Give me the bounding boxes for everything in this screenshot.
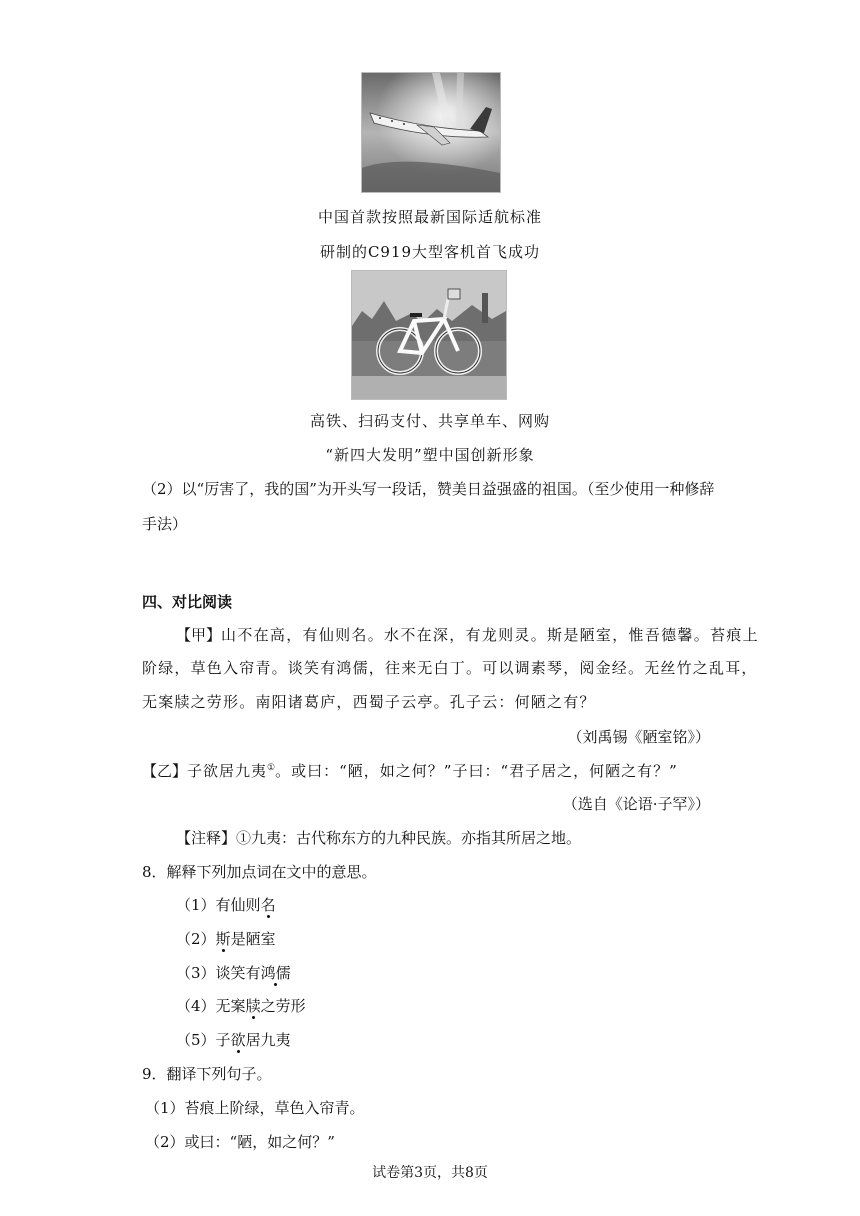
yi-label: 【乙】 — [142, 762, 188, 780]
yi-text-b: 。或曰：“陋，如之何？”子曰：“君子居之，何陋之有？” — [275, 762, 678, 780]
yi-paragraph — [142, 760, 678, 781]
q8-item-number: （3） — [176, 964, 216, 982]
plane-caption-line2: 研制的C919大型客机首飞成功 — [319, 243, 541, 261]
q8-item-text: 子 — [215, 1031, 231, 1049]
q8-item-3 — [176, 962, 291, 983]
q8-item-number: （2） — [176, 930, 216, 948]
footnote-marker: ① — [267, 763, 276, 773]
dotted-word: 斯 — [215, 930, 231, 948]
question-9-stem: 9．翻译下列句子。 — [142, 1065, 272, 1083]
q8-item-1 — [176, 894, 276, 915]
c919-airplane-image — [361, 72, 501, 193]
jia-source: （刘禹锡《陋室铭》） — [567, 728, 710, 746]
section-heading: 四、对比阅读 — [142, 593, 233, 611]
annotation-note: 【注释】①九夷：古代称东方的九种民族。亦指其所居之地。 — [176, 829, 582, 847]
q9-sentence-2: （2）或曰：“陋，如之何？” — [145, 1133, 335, 1151]
q8-item-number: （5） — [176, 1031, 216, 1049]
plane-caption-line1: 中国首款按照最新国际适航标准 — [317, 208, 542, 226]
q8-item-text: 有仙则 — [215, 896, 261, 914]
q8-item-number: （1） — [176, 896, 216, 914]
yi-text-a: 子欲居九夷 — [187, 762, 268, 780]
q8-item-text: 居九夷 — [245, 1031, 291, 1049]
q8-item-text: 无案 — [215, 997, 246, 1015]
dotted-word: 欲 — [230, 1031, 246, 1049]
question-7-2-line2: 手法） — [142, 515, 188, 533]
dotted-word: 名 — [260, 896, 276, 914]
q9-sentence-1: （1）苔痕上阶绿，草色入帘青。 — [145, 1099, 365, 1117]
jia-paragraph-line2: 阶绿，草色入帘青。谈笑有鸿儒，往来无白丁。可以调素琴，阅金经。无丝竹之乱耳， — [142, 659, 758, 677]
jia-text-line1: 山不在高，有仙则名。水不在深，有龙则灵。斯是陋室，惟吾德馨。苔痕上 — [221, 626, 759, 644]
q8-item-number: （4） — [176, 997, 216, 1015]
jia-label: 【甲】 — [176, 626, 222, 644]
jia-paragraph-line3: 无案牍之劳形。南阳诸葛庐，西蜀子云亭。孔子云：何陋之有？ — [142, 693, 596, 711]
bike-caption-line1: 高铁、扫码支付、共享单车、网购 — [309, 412, 550, 430]
jia-paragraph-line1 — [176, 624, 759, 645]
question-8-stem: 8．解释下列加点词在文中的意思。 — [142, 863, 377, 881]
dotted-word: 鸿儒 — [260, 964, 291, 982]
dotted-word: 牍 — [245, 997, 261, 1015]
q8-item-text: 是陋室 — [230, 930, 276, 948]
q8-item-text: 之劳形 — [260, 997, 306, 1015]
shared-bike-image — [351, 270, 507, 400]
q8-item-text: 谈笑有 — [215, 964, 261, 982]
q8-item-2 — [176, 928, 276, 949]
bike-illustration — [352, 271, 506, 399]
airplane-illustration — [362, 73, 500, 192]
page-footer: 试卷第3页，共8页 — [372, 1165, 488, 1181]
question-7-2-line1: （2）以“厉害了，我的国”为开头写一段话，赞美日益强盛的祖国。（至少使用一种修辞 — [142, 480, 715, 498]
q8-item-5 — [176, 1029, 291, 1050]
bike-caption-line2: “新四大发明”塑中国创新形象 — [325, 446, 535, 464]
yi-source: （选自《论语·子罕》） — [562, 795, 710, 813]
q8-item-4 — [176, 995, 306, 1016]
